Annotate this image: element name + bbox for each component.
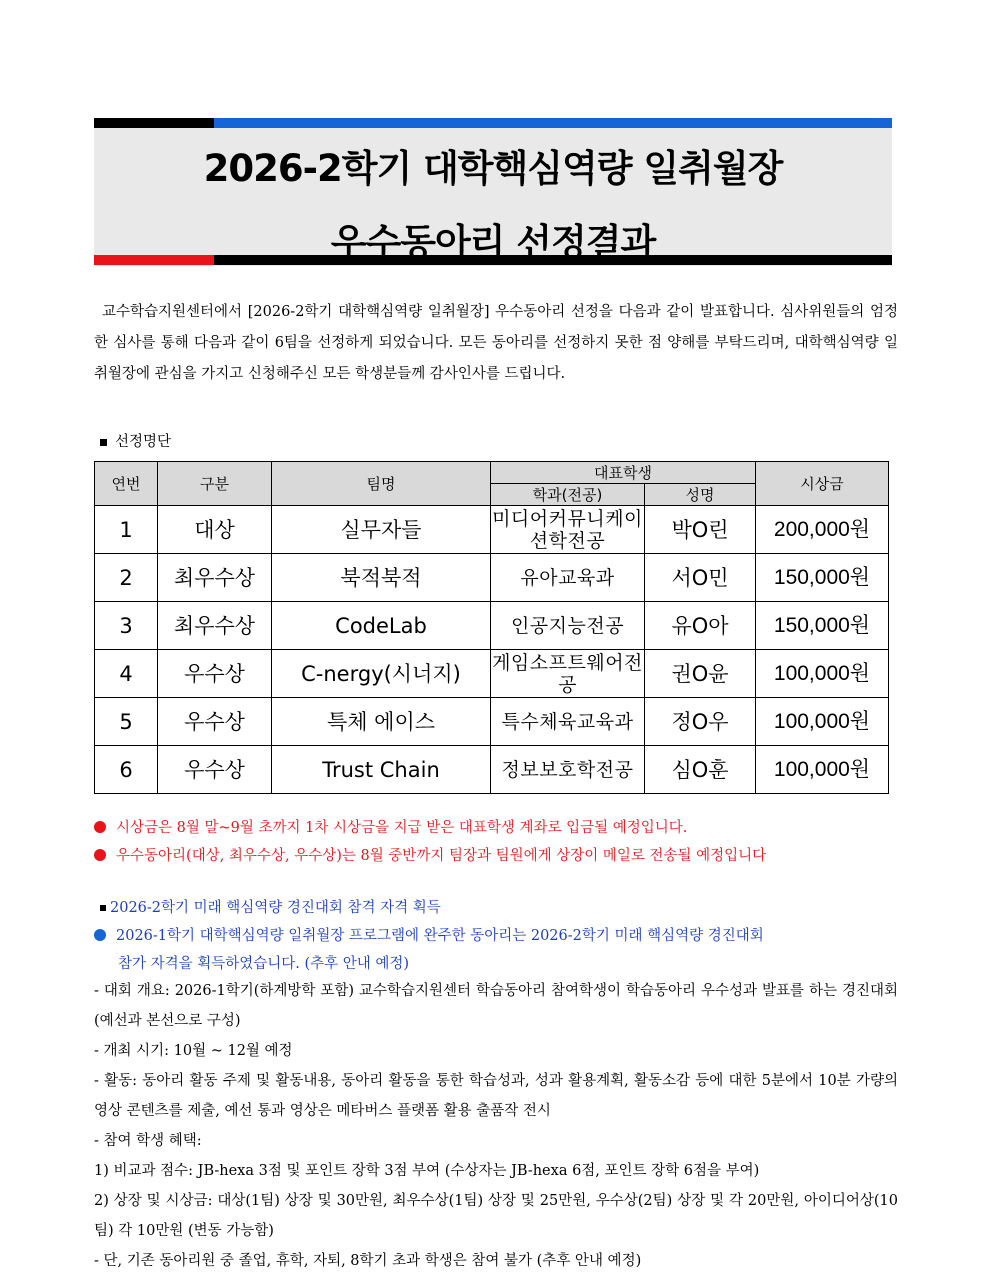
- future-bullet: [94, 922, 898, 978]
- title-bar-top-black: [94, 118, 214, 128]
- note-item: [94, 842, 904, 870]
- header-team: 팀명: [272, 462, 491, 506]
- cell-dept: 게임소프트웨어전공: [492, 651, 643, 696]
- cell-dept: 미디어커뮤니케이션학전공: [492, 507, 643, 552]
- cell-category: 우수상: [158, 698, 272, 746]
- page-title-line2: 우수동아리 선정결과: [330, 221, 656, 264]
- title-bar-top-blue: [214, 118, 892, 128]
- table-row: [95, 650, 889, 698]
- page-title-line1: 2026-2학기 대학핵심역량 일취월장: [203, 147, 783, 190]
- awards-table: [94, 461, 889, 794]
- future-bullet-line1: 2026-1학기 대학핵심역량 일취월장 프로그램에 완주한 동아리는 2026-2학기 미래 핵심역량 경진대회: [116, 928, 764, 944]
- future-heading-text: 2026-2학기 미래 핵심역량 경진대회 참격 자격 획득: [110, 900, 441, 916]
- detail-item: 2) 상장 및 시상금: 대상(1팀) 상장 및 30만원, 최우수상(1팀) 상장 및 25만원, 우수상(2팀) 상장 및 각 20만원, 아이디어상(10팀) 각 10만원 (변동 가능함): [94, 1193, 898, 1239]
- section-label-selection: [100, 430, 171, 451]
- table-row: [95, 746, 889, 794]
- cell-name: 서O민: [645, 554, 756, 602]
- table-row: [95, 554, 889, 602]
- header-category: 구분: [158, 462, 272, 506]
- header-prize: 시상금: [756, 462, 889, 506]
- blue-bullet-icon: [94, 929, 106, 941]
- cell-name: 심O훈: [645, 746, 756, 794]
- cell-prize: 100,000원: [756, 746, 889, 794]
- cell-dept: 특수체육교육과: [491, 698, 645, 746]
- table-row: [95, 506, 889, 554]
- cell-category: 우수상: [158, 746, 272, 794]
- cell-team: 북적북적: [272, 554, 491, 602]
- cell-name: 박O린: [645, 506, 756, 554]
- cell-name: 정O우: [645, 698, 756, 746]
- cell-dept: 정보보호학전공: [491, 746, 645, 794]
- cell-dept: 유아교육과: [491, 554, 645, 602]
- note-item: [94, 814, 904, 842]
- cell-team: CodeLab: [272, 602, 491, 650]
- cell-team: Trust Chain: [272, 746, 491, 794]
- note-text: 우수동아리(대상, 최우수상, 우수상)는 8월 중반까지 팀장과 팀원에게 상장이 메일로 전송될 예정입니다: [116, 848, 767, 864]
- cell-team: 특체 에이스: [272, 698, 491, 746]
- cell-no: 2: [95, 554, 158, 602]
- cell-dept: 인공지능전공: [491, 602, 645, 650]
- header-dept: 학과(전공): [491, 484, 645, 506]
- future-heading: [100, 896, 441, 917]
- cell-team: C-nergy(시너지): [272, 650, 491, 698]
- cell-no: 4: [95, 650, 158, 698]
- note-text: 시상금은 8월 말~9월 초까지 1차 시상금을 지급 받은 대표학생 계좌로 입금될 예정입니다.: [116, 820, 688, 836]
- cell-name: 유O아: [645, 602, 756, 650]
- cell-no: 6: [95, 746, 158, 794]
- cell-category: 우수상: [158, 650, 272, 698]
- cell-no: 1: [95, 506, 158, 554]
- intro-paragraph: 교수학습지원센터에서 [2026-2학기 대학핵심역량 일취월장] 우수동아리 선정을 다음과 같이 발표합니다. 심사위원들의 엄정한 심사를 통해 다음과 같이 6팀을 선정하게 되었습니다. 모든 동아리를 선정하지 못한 점 양해를 부탁드리며, 대학핵심역량 일취월장에 관심을 가지고 신청해주신 모든 학생분들께 감사인사를 드립니다.: [94, 304, 898, 382]
- cell-category: 최우수상: [158, 602, 272, 650]
- table-row: [95, 698, 889, 746]
- square-bullet-icon: [100, 439, 107, 446]
- red-bullet-icon: [94, 821, 106, 833]
- detail-item: - 단, 기존 동아리원 중 졸업, 휴학, 자퇴, 8학기 초과 학생은 참여 불가 (추후 안내 예정): [94, 1253, 642, 1269]
- cell-category: 최우수상: [158, 554, 272, 602]
- detail-item: - 개최 시기: 10월 ~ 12월 예정: [94, 1043, 293, 1059]
- cell-name: 권O윤: [645, 650, 756, 698]
- section-label-text: 선정명단: [115, 434, 172, 450]
- header-name: 성명: [645, 484, 756, 506]
- cell-category: 대상: [158, 506, 272, 554]
- cell-prize: 200,000원: [756, 506, 889, 554]
- cell-no: 5: [95, 698, 158, 746]
- header-rep: 대표학생: [491, 462, 756, 484]
- cell-prize: 100,000원: [756, 650, 889, 698]
- cell-prize: 150,000원: [756, 602, 889, 650]
- detail-item: - 활동: 동아리 활동 주제 및 활동내용, 동아리 활동을 통한 학습성과, 성과 활용계획, 활동소감 등에 대한 5분에서 10분 가량의 영상 콘텐츠를 제출, 예선 통과 영상은 메타버스 플랫폼 활용 출품작 전시: [94, 1073, 898, 1119]
- detail-item: 1) 비교과 점수: JB-hexa 3점 및 포인트 장학 3점 부여 (수상자는 JB-hexa 6점, 포인트 장학 6점을 부여): [94, 1163, 760, 1179]
- notes-block: [94, 814, 904, 870]
- future-bullet-line2: 참가 자격을 획득하였습니다. (추후 안내 예정): [118, 956, 410, 972]
- cell-no: 3: [95, 602, 158, 650]
- detail-item: - 대회 개요: 2026-1학기(하계방학 포함) 교수학습지원센터 학습동아리 참여학생이 학습동아리 우수성과 발표를 하는 경진대회(예선과 본선으로 구성): [94, 983, 898, 1029]
- square-bullet-icon: [100, 905, 106, 911]
- future-details: [94, 976, 898, 1276]
- table-row: [95, 602, 889, 650]
- cell-prize: 150,000원: [756, 554, 889, 602]
- header-no: 연번: [95, 462, 158, 506]
- cell-team: 실무자들: [272, 506, 491, 554]
- red-bullet-icon: [94, 849, 106, 861]
- detail-item: - 참여 학생 혜택:: [94, 1133, 202, 1149]
- cell-prize: 100,000원: [756, 698, 889, 746]
